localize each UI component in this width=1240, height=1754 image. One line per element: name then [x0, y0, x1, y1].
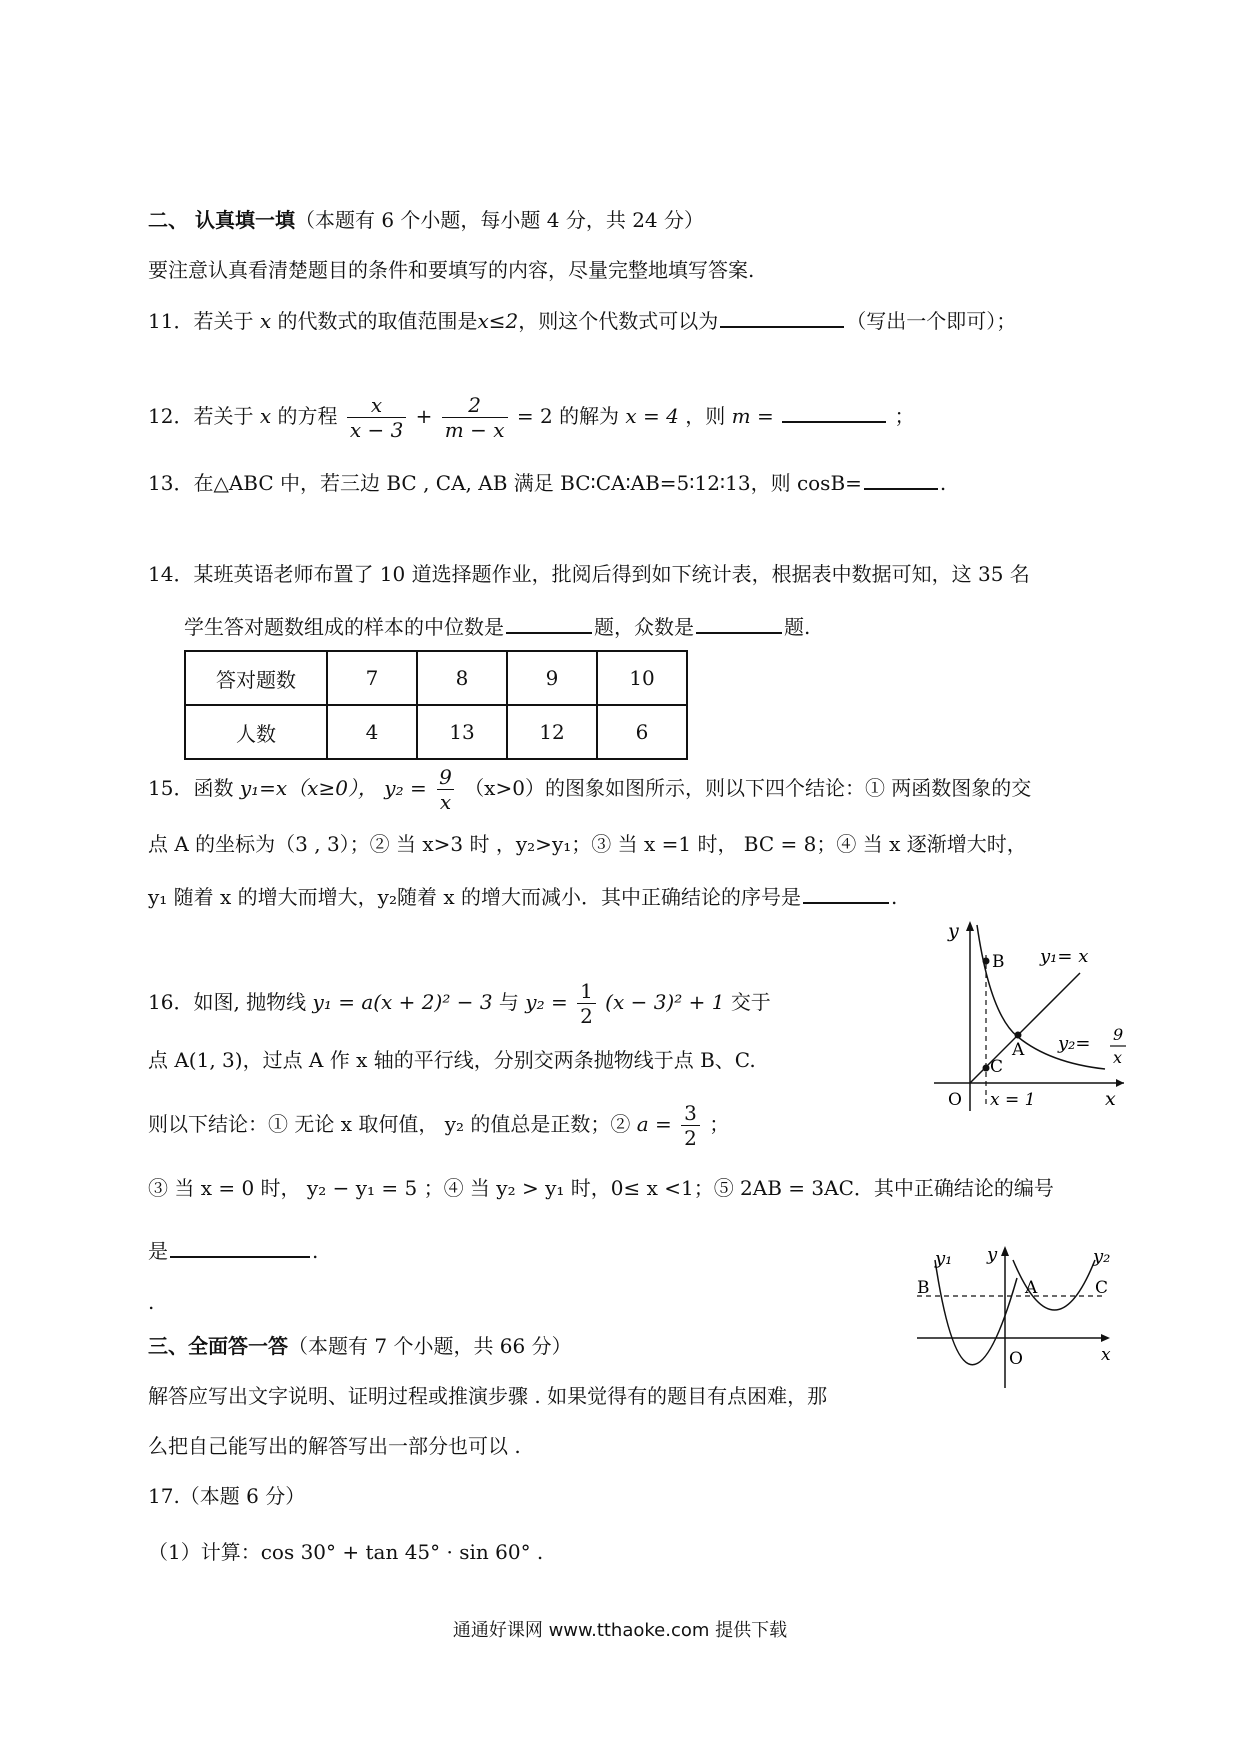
q15-text: 函数 [193, 776, 234, 800]
table-cell: 13 [417, 705, 507, 759]
label-C: C [990, 1057, 1004, 1077]
q13-text: 在△ABC 中，若三边 BC , CA, AB 满足 BC∶CA∶AB=5∶12∶13，则 cosB= [193, 471, 862, 495]
section2-heading [148, 208, 704, 232]
q15-fraction: $\frac{9}{x}$ [436, 765, 455, 814]
q14-mode-blank[interactable] [696, 612, 782, 634]
question-14-line1 [148, 562, 1030, 586]
question-16-line5 [148, 1236, 318, 1263]
point-B [983, 958, 990, 965]
label-C: C [1095, 1278, 1109, 1298]
question-11 [148, 306, 1016, 333]
q11-var: x [259, 309, 272, 333]
q16-fraction: $\frac{1}{2}$ [577, 979, 596, 1028]
q11-condition: x≤2 [477, 309, 519, 333]
q16-text: 与 [498, 990, 519, 1014]
y-axis-arrow [1001, 1246, 1009, 1256]
question-17-heading: 17.（本题 6 分） [148, 1484, 306, 1508]
q15-answer-blank[interactable] [803, 882, 889, 904]
q15-text: （x>0）的图象如图所示，则以下四个结论：① 两函数图象的交 [464, 776, 1032, 800]
q13-number: 13． [148, 471, 194, 495]
table-cell: 4 [327, 705, 417, 759]
y1-label: y₁ [935, 1248, 953, 1269]
label-A: A [1012, 1040, 1025, 1060]
label-B: B [992, 952, 1005, 972]
q16-end: . [312, 1239, 319, 1263]
section2-note: （本题有 6 个小题，每小题 4 分，共 24 分） [294, 208, 705, 232]
q15-number: 15． [148, 776, 194, 800]
y2-label: y₂ [1093, 1246, 1111, 1267]
stray-dot: . [148, 1290, 155, 1314]
y-axis-arrow [966, 921, 974, 931]
section3-note: （本题有 7 个小题，共 66 分） [288, 1334, 572, 1358]
q11-text: ，则这个代数式可以为 [518, 309, 719, 333]
q12-text: ，则 [685, 404, 726, 428]
statistics-table [184, 650, 688, 760]
question-12 [148, 392, 914, 442]
question-16-line3 [148, 1100, 729, 1150]
q15-y1: y₁=x（x≥0）， [239, 776, 378, 800]
q12-plus: + [415, 404, 433, 428]
y-axis-label: y [948, 920, 959, 942]
x-axis-label: x [1101, 1345, 1111, 1365]
y2-denominator: x [1113, 1048, 1123, 1067]
question-17-part1: （1）计算：cos 30° + tan 45° · sin 60° . [148, 1540, 544, 1564]
table-cell: 12 [507, 705, 597, 759]
question-16-line4: ③ 当 x = 0 时， y₂ − y₁ = 5 ；④ 当 y₂ > y₁ 时，0≤ x <1；⑤ 2AB = 3AC．其中正确结论的编号 [148, 1176, 1054, 1200]
q16-number: 16． [148, 990, 194, 1014]
q16-text: 交于 [730, 990, 771, 1014]
label-B: B [917, 1278, 930, 1298]
q12-text: 若关于 [193, 404, 254, 428]
table-cell: 9 [507, 651, 597, 705]
table-cell: 8 [417, 651, 507, 705]
q11-text: （写出一个即可）； [846, 309, 1017, 333]
q12-number: 12． [148, 404, 194, 428]
q15-y2: y₂ = [384, 776, 427, 800]
q12-text: 的解为 [559, 404, 620, 428]
q16-a-fraction: $\frac{3}{2}$ [681, 1101, 700, 1150]
section3-instruction-1: 解答应写出文字说明、证明过程或推演步骤 . 如果觉得有的题目有点困难，那 [148, 1384, 828, 1408]
question-16-line2: 点 A(1, 3)，过点 A 作 x 轴的平行线，分别交两条抛物线于点 B、C. [148, 1048, 756, 1072]
q16-parabola-2: y₂ = [525, 990, 568, 1014]
table-cell: 6 [597, 705, 687, 759]
q14-text: 题，众数是 [594, 615, 694, 639]
q16-text: 是 [148, 1239, 168, 1263]
q13-end: . [939, 471, 947, 495]
table-cell: 7 [327, 651, 417, 705]
x-axis-arrow [1101, 1334, 1110, 1342]
q14-text: 题. [784, 615, 811, 639]
q16-parabola-1: y₁ = a(x + 2)² − 3 [312, 990, 493, 1014]
q16-answer-blank[interactable] [170, 1236, 310, 1258]
x-equals-1-label: x = 1 [990, 1090, 1036, 1110]
x-axis-arrow [1116, 1079, 1124, 1087]
graph-two-parabolas [905, 1240, 1120, 1390]
q16-text: ； [709, 1112, 730, 1136]
section2-title: 二、 认真填一填 [148, 208, 295, 232]
table-row-label: 人数 [185, 705, 327, 759]
q15-text: y₁ 随着 x 的增大而增大，y₂随着 x 的增大而减小．其中正确结论的序号是 [148, 885, 801, 909]
q16-text: 则以下结论：① 无论 x 取何值， y₂ 的值总是正数；② [148, 1112, 631, 1136]
q16-a: a = [636, 1112, 672, 1136]
y2-numerator: 9 [1113, 1025, 1124, 1044]
q12-solution: x = 4 [625, 404, 679, 428]
origin-label: O [948, 1090, 962, 1110]
q12-fraction-2: $\frac{2}{m - x}$ [442, 393, 508, 442]
label-A: A [1025, 1278, 1038, 1298]
question-15-line3 [148, 882, 897, 909]
q14-median-blank[interactable] [506, 612, 592, 634]
question-14-line2 [184, 612, 810, 639]
y-axis-label: y [987, 1244, 998, 1265]
point-C [983, 1065, 990, 1072]
q14-number: 14． [148, 562, 194, 586]
table-row [185, 651, 687, 705]
q12-text: 的方程 [277, 404, 338, 428]
q12-end: ； [894, 404, 915, 428]
q12-answer-blank[interactable] [782, 401, 886, 423]
q12-equals: = 2 [516, 404, 553, 428]
table-row [185, 705, 687, 759]
point-A [1015, 1032, 1022, 1039]
section2-instruction: 要注意认真看清楚题目的条件和要填写的内容，尽量完整地填写答案. [148, 258, 755, 282]
section3-title: 三、全面答一答 [148, 1334, 288, 1358]
q12-fraction-1: $\frac{x}{x - 3}$ [347, 393, 406, 442]
q16-parabola-2-rest: (x − 3)² + 1 [605, 990, 725, 1014]
q11-answer-blank[interactable] [720, 306, 844, 328]
section3-heading [148, 1334, 572, 1358]
question-16-line1 [148, 978, 771, 1028]
q16-text: 如图, 抛物线 [193, 990, 307, 1014]
q12-m: m = [731, 404, 774, 428]
y1-label: y₁= x [1040, 946, 1089, 967]
q11-text: 若关于 [193, 309, 254, 333]
q12-var: x [259, 404, 272, 428]
q14-text: 某班英语老师布置了 10 道选择题作业，批阅后得到如下统计表，根据表中数据可知，这 35 名 [193, 562, 1030, 586]
question-15-line1 [148, 764, 1031, 814]
origin-label: O [1009, 1349, 1023, 1369]
q11-number: 11． [148, 309, 194, 333]
q13-answer-blank[interactable] [864, 468, 938, 490]
question-15-line2: 点 A 的坐标为（3 , 3）；② 当 x>3 时 ，y₂>y₁；③ 当 x =1 时， BC = 8；④ 当 x 逐渐增大时， [148, 832, 1027, 856]
q11-text: 的代数式的取值范围是 [277, 309, 478, 333]
section3-instruction-2: 么把自己能写出的解答写出一部分也可以 . [148, 1434, 521, 1458]
footer-credit: 通通好课网 www.tthaoke.com 提供下载 [452, 1620, 788, 1641]
table-cell: 10 [597, 651, 687, 705]
table-header-label: 答对题数 [185, 651, 327, 705]
graph-inverse-proportion [930, 915, 1130, 1115]
y2-label: y₂= [1058, 1033, 1091, 1054]
x-axis-label: x [1105, 1088, 1116, 1110]
q15-end: . [890, 885, 898, 909]
question-13 [148, 468, 946, 495]
q14-text: 学生答对题数组成的样本的中位数是 [184, 615, 504, 639]
